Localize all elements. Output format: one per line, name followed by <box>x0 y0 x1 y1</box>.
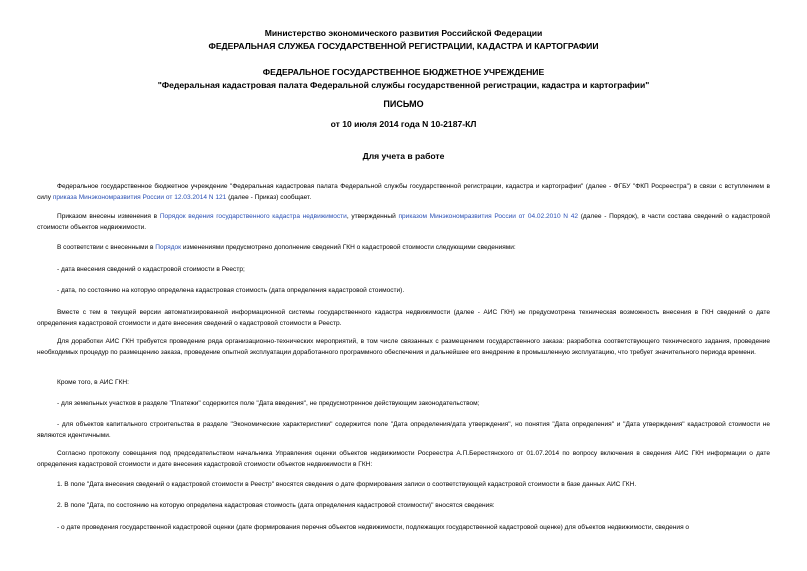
paragraph-2-text-a: Приказом внесены изменения в <box>57 213 160 220</box>
document-date-number: от 10 июля 2014 года N 10-2187-КЛ <box>330 119 477 129</box>
paragraph-1-text-b: (далее - Приказ) сообщает. <box>226 194 312 201</box>
paragraph-11: Согласно протоколу совещания под председательством начальника Управления оценки объектов недвижимости Росреестра А.П.Берестянского от 01.07.2014 по вопросу включения в сведения АИС ГКН информации о дате определения кадастровой стоимости и дате внесения кадастровой стоимости объектов недвижимости в ГКН: <box>37 450 770 468</box>
paragraph-2-text-b: , утвержденный <box>346 213 399 220</box>
paragraph-12: 1. В поле "Дата внесения сведений о кадастровой стоимости в Реестр" вносятся сведения о дате формирования записи о соответствующей кадастровой стоимости в базе данных АИС ГКН. <box>57 481 637 488</box>
link-prikaz-121[interactable]: приказа Минэкономразвития России от 12.03.2014 N 121 <box>52 194 227 201</box>
ministry-heading: Министерство экономического развития Российской Федерации <box>264 28 543 38</box>
link-prikaz-42[interactable]: приказом Минэкономразвития России от 04.02.2010 N 42 <box>398 213 579 220</box>
paragraph-10: - для объектов капитального строительства в разделе "Экономические характеристики" содержится поле "Дата определения/дата утверждения", но понятия "Дата определения" и "Дата утверждения" кадастровой стоимости не являются идентичными. <box>37 421 770 439</box>
paragraph-13: 2. В поле "Дата, по состоянию на которую определена кадастровая стоимость (дата определения кадастровой стоимости)" вносятся сведения: <box>57 502 495 509</box>
paragraph-2 <box>37 211 770 233</box>
document-type: ПИСЬМО <box>383 99 424 109</box>
paragraph-4: - дата внесения сведений о кадастровой стоимости в Реестр; <box>57 266 245 273</box>
paragraph-9: - для земельных участков в разделе "Платежи" содержится поле "Дата введения", не предусмотренное действующим законодательством; <box>57 400 480 407</box>
link-poryadok[interactable]: Порядок <box>155 244 182 251</box>
paragraph-2-text-c: (далее - Порядок), в части состава сведений о кадастровой стоимости объектов недвижимости. <box>37 213 771 231</box>
link-poryadok-vedeniya[interactable]: Порядок ведения государственного кадастра недвижимости <box>159 213 347 220</box>
document-purpose: Для учета в работе <box>362 151 445 161</box>
service-heading: ФЕДЕРАЛЬНАЯ СЛУЖБА ГОСУДАРСТВЕННОЙ РЕГИСТРАЦИИ, КАДАСТРА И КАРТОГРАФИИ <box>208 41 599 51</box>
paragraph-3 <box>37 242 770 253</box>
paragraph-14: - о дате проведения государственной кадастровой оценки (дате формирования перечня объектов недвижимости, подлежащих государственной кадастровой оценке) для объектов недвижимости, сведения о <box>57 524 690 531</box>
paragraph-1 <box>37 181 770 203</box>
paragraph-8: Кроме того, в АИС ГКН: <box>57 379 129 386</box>
paragraph-3-text-a: В соответствии с внесенными в <box>57 244 156 251</box>
paragraph-3-text-b: изменениями предусмотрено дополнение сведений ГКН о кадастровой стоимости следующими сведениями: <box>181 244 516 251</box>
paragraph-6: Вместе с тем в текущей версии автоматизированной информационной системы государственного кадастра недвижимости (далее - АИС ГКН) не предусмотрена техническая возможность внесения в ГКН сведений о дате определения кадастровой стоимости и дате внесения сведений о кадастровой стоимости в Реестр. <box>37 309 770 327</box>
institution-heading: ФЕДЕРАЛЬНОЕ ГОСУДАРСТВЕННОЕ БЮДЖЕТНОЕ УЧРЕЖДЕНИЕ <box>262 67 545 77</box>
paragraph-7: Для доработки АИС ГКН требуется проведение ряда организационно-технических мероприятий, в том числе связанных с размещением государственного заказа: разработка соответствующего технического задания, проведение необходимых процедур по размещению заказа, проведение опытной эксплуатации доработанного программного обеспечения и дальнейшее его внедрение в промышленную эксплуатацию, что требует значительного периода времени. <box>37 338 770 356</box>
paragraph-1-text-a: Федеральное государственное бюджетное учреждение "Федеральная кадастровая палата Федеральной службы государственной регистрации, кадастра и картографии" (далее - ФГБУ "ФКП Росреестра") в связи с вступлением в силу <box>37 183 770 201</box>
paragraph-5: - дата, по состоянию на которую определена кадастровая стоимость (дата определения кадастровой стоимости). <box>57 287 405 294</box>
chamber-heading: "Федеральная кадастровая палата Федеральной службы государственной регистрации, кадастра и картографии" <box>157 80 650 90</box>
